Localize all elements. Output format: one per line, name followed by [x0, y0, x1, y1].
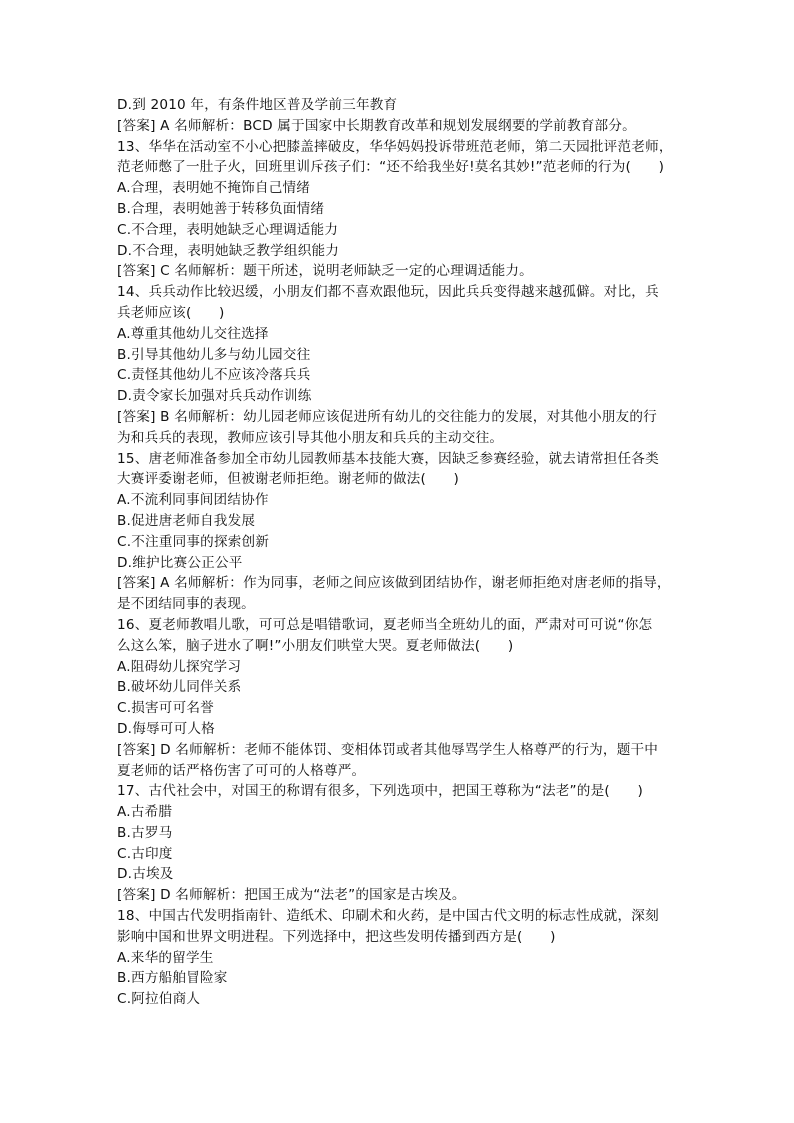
text-line: 夏老师的话严格伤害了可可的人格尊严。	[117, 762, 366, 779]
text-line: 兵老师应该( )	[117, 304, 225, 321]
question-line: 14、兵兵动作比较迟缓，小朋友们都不喜欢跟他玩，因此兵兵变得越来越孤僻。对比，兵	[117, 284, 659, 301]
option-line: A.阻碍幼儿探究学习	[117, 658, 242, 675]
document-body	[117, 95, 717, 1010]
question-line: 18、中国古代发明指南针、造纸术、印刷术和火药，是中国古代文明的标志性成就，深刻	[117, 908, 659, 925]
option-line: A.古希腊	[117, 804, 173, 821]
option-line: B.引导其他幼儿多与幼儿园交往	[117, 346, 311, 363]
text-line: 是不团结同事的表现。	[117, 596, 255, 613]
answer-line: [答案] D 名师解析：把国王成为“法老”的国家是古埃及。	[117, 887, 466, 904]
answer-line: [答案] B 名师解析：幼儿园老师应该促进所有幼儿的交往能力的发展，对其他小朋友的行	[117, 408, 657, 425]
option-line: B.促进唐老师自我发展	[117, 512, 256, 529]
option-line: D.不合理，表明她缺乏教学组织能力	[117, 242, 340, 259]
text-line: 为和兵兵的表现，教师应该引导其他小朋友和兵兵的主动交往。	[117, 429, 504, 446]
option-line: D.古埃及	[117, 866, 174, 883]
option-line: A.合理，表明她不掩饰自己情绪	[117, 180, 311, 197]
text-line: 么这么笨，脑子进水了啊!”小朋友们哄堂大哭。夏老师做法( )	[117, 637, 514, 654]
question-line: 17、古代社会中，对国王的称谓有很多，下列选项中，把国王尊称为“法老”的是( )	[117, 783, 643, 800]
answer-line: [答案] C 名师解析：题干所述，说明老师缺乏一定的心理调适能力。	[117, 263, 533, 280]
option-line: D.责令家长加强对兵兵动作训练	[117, 388, 312, 405]
option-line: D.到 2010 年，有条件地区普及学前三年教育	[117, 97, 398, 113]
question-line: 16、夏老师教唱儿歌，可可总是唱错歌词，夏老师当全班幼儿的面，严肃对可可说“你怎	[117, 616, 653, 633]
option-line: D.维护比赛公正公平	[117, 554, 243, 571]
answer-line: [答案] A 名师解析：作为同事，老师之间应该做到团结协作，谢老师拒绝对唐老师的指导，	[117, 575, 671, 592]
option-line: C.损害可可名誉	[117, 700, 214, 717]
option-line: C.古印度	[117, 845, 173, 862]
text-line: 大赛评委谢老师，但被谢老师拒绝。谢老师的做法( )	[117, 471, 460, 488]
option-line: C.不注重同事的探索创新	[117, 533, 270, 550]
option-line: A.尊重其他幼儿交往选择	[117, 325, 269, 342]
option-line: C.不合理，表明她缺乏心理调适能力	[117, 221, 339, 238]
option-line: B.破坏幼儿同伴关系	[117, 679, 242, 696]
option-line: B.西方船舶冒险家	[117, 970, 228, 987]
option-line: D.侮辱可可人格	[117, 720, 215, 737]
option-line: B.合理，表明她善于转移负面情绪	[117, 200, 325, 217]
answer-line: [答案] D 名师解析：老师不能体罚、变相体罚或者其他辱骂学生人格尊严的行为，题干中	[117, 741, 659, 758]
answer-line: [答案] A 名师解析：BCD 属于国家中长期教育改革和规划发展纲要的学前教育部分。	[117, 117, 636, 134]
option-line: C.阿拉伯商人	[117, 991, 201, 1008]
option-line: B.古罗马	[117, 824, 173, 841]
option-line: A.来华的留学生	[117, 949, 214, 966]
question-line: 13、华华在活动室不小心把膝盖摔破皮，华华妈妈投诉带班范老师，第二天园批评范老师，	[117, 138, 673, 155]
text-line: 范老师憋了一肚子火，回班里训斥孩子们：“还不给我坐好!莫名其妙!”范老师的行为( )	[117, 159, 665, 176]
option-line: A.不流利同事间团结协作	[117, 492, 269, 509]
text-line: 影响中国和世界文明进程。下列选择中，把这些发明传播到西方是( )	[117, 928, 556, 945]
option-line: C.责怪其他幼儿不应该冷落兵兵	[117, 367, 311, 384]
question-line: 15、唐老师准备参加全市幼儿园教师基本技能大赛，因缺乏参赛经验，就去请常担任各类	[117, 450, 659, 467]
